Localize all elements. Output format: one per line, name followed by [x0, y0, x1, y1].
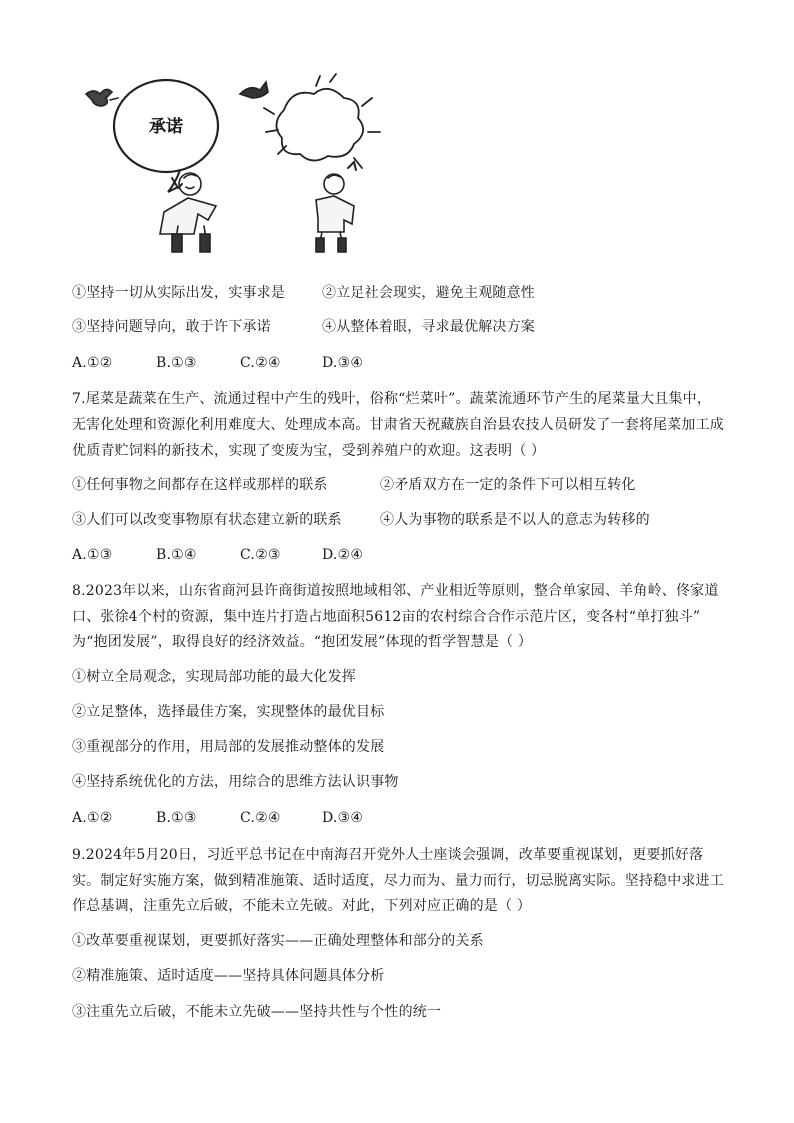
bird-icon	[240, 82, 268, 98]
q7-option-2: ②矛盾双方在一定的条件下可以相互转化	[380, 477, 636, 493]
q9-stem-line-1: 9.2024年5月20日，习近平总书记在中南海召开党外人士座谈会强调，改革要重视谋划，更要抓好落	[72, 847, 704, 863]
q6-option-1: ①坚持一切从实际出发，实事求是	[72, 285, 285, 301]
q9-option-2: ②精准施策、适时适度——坚持具体问题具体分析	[72, 968, 385, 984]
q8-option-1: ①树立全局观念，实现局部功能的最大化发挥	[72, 669, 356, 685]
speech-bubble-text: 承诺	[149, 117, 183, 137]
man-promising-icon	[160, 173, 216, 252]
q8-stem-line-2: 口、张徐4个村的资源，集中连片打造占地面积5612亩的农村综合合作示范片区，变各村“单打独斗”	[72, 609, 701, 625]
choice-a: A.①②	[72, 810, 113, 826]
q8-option-4: ④坚持系统优化的方法，用综合的思维方法认识事物	[72, 774, 399, 790]
bird-icon	[86, 89, 118, 106]
q8-stem-line-1: 8.2023年以来，山东省商河县许商街道按照地域相邻、产业相近等原则，整合单家园、羊角岭、佟家道	[72, 583, 719, 599]
q6-option-3: ③坚持问题导向，敢于许下承诺	[72, 319, 271, 335]
choice-d: D.②④	[322, 547, 364, 563]
burst-balloon-icon	[264, 74, 380, 168]
q8-option-2: ②立足整体，选择最佳方案，实现整体的最优目标	[72, 704, 385, 720]
choice-b: B.①③	[156, 810, 197, 826]
choice-d: D.③④	[322, 810, 364, 826]
q7-stem-line-3: 优质青贮饲料的新技术，实现了变废为宝，受到养殖户的欢迎。这表明（ ）	[72, 443, 546, 459]
q9-stem-line-3: 作总基调，注重先立后破，不能未立先破。对此，下列对应正确的是（ ）	[72, 898, 532, 914]
q9-stem-line-2: 实。制定好实施方案，做到精准施策、适时适度，尽力而为、量力而行，切忌脱离实际。坚持稳中求进工	[72, 873, 724, 889]
q7-stem-line-1: 7.尾菜是蔬菜在生产、流通过程中产生的残叶，俗称“烂菜叶”。蔬菜流通环节产生的尾菜量大且集中，	[72, 391, 712, 407]
q8-option-3: ③重视部分的作用，用局部的发展推动整体的发展	[72, 739, 385, 755]
q9-option-3: ③注重先立后破，不能未立先破——坚持共性与个性的统一	[72, 1004, 442, 1020]
q9-option-1: ①改革要重视谋划，更要抓好落实——正确处理整体和部分的关系	[72, 933, 484, 949]
choice-c: C.②④	[240, 810, 281, 826]
q7-stem-line-2: 无害化处理和资源化利用难度大、处理成本高。甘肃省天祝藏族自治县农技人员研发了一套将尾菜加工成	[72, 417, 724, 433]
choice-a: A.①③	[72, 547, 113, 563]
choice-c: C.②④	[240, 355, 281, 371]
q7-option-1: ①任何事物之间都存在这样或那样的联系	[72, 477, 328, 493]
choice-d: D.③④	[322, 355, 364, 371]
q6-option-2: ②立足社会现实，避免主观随意性	[322, 285, 535, 301]
q7-option-4: ④人为事物的联系是不以人的意志为转移的	[380, 512, 650, 528]
q8-stem-line-3: 为“抱团发展”，取得良好的经济效益。“抱团发展”体现的哲学智慧是（ ）	[72, 634, 533, 650]
choice-c: C.②③	[240, 547, 281, 563]
cartoon-illustration	[72, 66, 384, 256]
choice-b: B.①③	[156, 355, 197, 371]
q6-option-4: ④从整体着眼，寻求最优解决方案	[322, 319, 535, 335]
choice-a: A.①②	[72, 355, 113, 371]
q7-option-3: ③人们可以改变事物原有状态建立新的联系	[72, 512, 342, 528]
man-shrugging-icon	[316, 162, 356, 252]
choice-b: B.①④	[156, 547, 197, 563]
